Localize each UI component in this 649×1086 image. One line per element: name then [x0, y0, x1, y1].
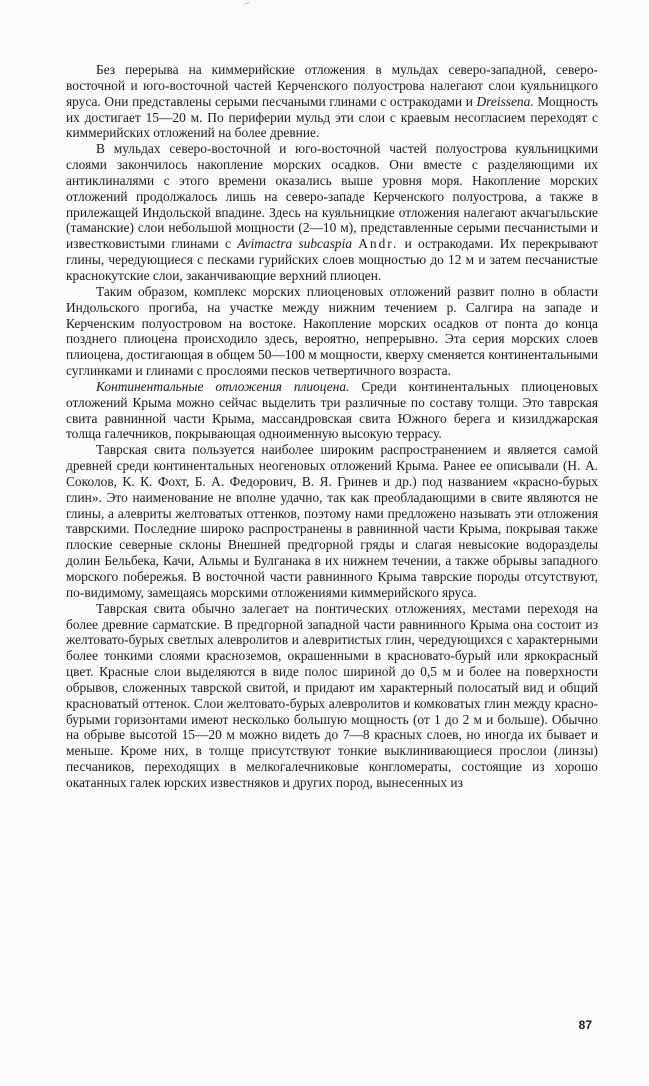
spaced-text: Andr. — [358, 236, 399, 252]
text-run: Таврская свита обычно залегает на понтических отложениях, местами переходя на более древние сарматские. В предгорной западной части равнинного Крыма она состоит из желтовато-бурых светлых алевролитов и алевритистых глин, чередующихся с характерными более тонкими слоями красноземов, окрашенными в красновато-бурый или яркокрасный цвет. Красные слои выделяются в виде полос шириной до 0,5 м и более на поверхности обрывов, сложенных таврской свитой, и придают им характерный полосатый вид и общий красноватый оттенок. Слои желтовато-бурых алевролитов и комковатых глин между красно-бурыми горизонтами имеют несколько большую мощность (от 1 до 2 м и больше). Обычно на обрыве высотой 15—20 м можно видеть до 7—8 красных слоев, но иногда их бывает и меньше. Кроме них, в толще присутствуют тонкие выклинивающиеся прослои (линзы) песчаников, переходящих в мелкогалечниковые конгломераты, состоящие из хорошо окатанных галек юрских известняков и других пород, вынесенных из — [66, 600, 598, 790]
text-run: Таврская свита пользуется наиболее широким распространением и является самой древней среди континентальных неогеновых отложений Крыма. Ранее ее описывали (Н. А. Соколов, К. К. Фохт, Б. А. Федорович, В. Я. Гринев и др.) под названием «красно-бурых глин». Это наименование не вполне удачно, так как преобладающими в свите являются не глины, а алевриты желтоватых оттенков, поэтому нами предложено называть эти отложения таврскими. Последние широко распространены в равнинной части Крыма, покрывая также плоские северные склоны Внешней предгорной гряды и слагая невысокие водоразделы долин Бельбека, Качи, Альмы и Булганака в их нижнем течении, а также обрывы западного морского побережья. В восточной части равнинного Крыма таврские породы отсутствуют, по-видимому, замещаясь морскими отложениями киммерийского яруса. — [66, 442, 598, 600]
paragraph — [66, 379, 598, 442]
paragraph — [66, 442, 598, 600]
italic-text: Dreissena. — [476, 93, 534, 109]
paragraph — [66, 62, 598, 141]
text-run: Мощность их достигает 15—20 м. По периферии мульд эти слои с краевым несогласием переходят с киммерийских отложений на более древние. — [66, 93, 598, 141]
page-number: 87 — [578, 1018, 592, 1032]
italic-text: Avimactra subcaspia — [237, 236, 353, 252]
text-run: Без перерыва на киммерийские отложения в мульдах северо-западной, северо-восточной и юго-восточной частей Керченского полуострова налегают слои куяльницкого яруса. Они представлены серыми песчаными глинами с остракодами и — [66, 62, 598, 109]
italic-text: Континентальные отложения плиоцена. — [96, 378, 350, 394]
paragraph — [66, 601, 598, 791]
text-run: Среди континентальных плиоценовых отложений Крыма можно сейчас выделить три различные по составу толщи. Это таврская свита равнинной части Крыма, массандровская свита Южного берега и кизилджарская толща галечников, покрывающая одноименную высокую террасу. — [66, 378, 598, 442]
paragraph — [66, 141, 598, 284]
text-run: В мульдах северо-восточной и юго-восточной частей полуострова куяльницкими слоями закончилось накопление морских осадков. Они вместе с разделяющими их антиклиналями с этого времени оказались выше уровня моря. Накопление морских отложений продолжалось лишь на северо-западе Керченского полуострова, а также в прилежащей Индольской впадине. Здесь на куяльницкие отложения налегают акчагыльские (таманские) слои небольшой мощности (2—10 м), представленные серыми песчанистыми и известковистыми глинами с — [66, 141, 598, 252]
scan-mark — [242, 0, 249, 5]
text-run: и остракодами. Их перекрывают глины, чередующиеся с песками гурийских слоев мощностью до 12 м и затем песчанистые краснокутские слои, заканчивающие верхний плиоцен. — [66, 236, 598, 283]
text-run: Таким образом, комплекс морских плиоценовых отложений развит полно в области Индольского прогиба, на участке между нижним течением р. Салгира на западе и Керченским полуостровом на востоке. Накопление морских осадков от понта до конца позднего плиоцена происходило здесь, вероятно, непрерывно. Эта серия морских слоев плиоцена, достигающая в общем 50—100 м мощности, кверху сменяется континентальными суглинками и глинами с прослоями песков четвертичного возраста. — [66, 283, 598, 379]
paragraph — [66, 284, 598, 379]
text-column — [66, 62, 598, 791]
